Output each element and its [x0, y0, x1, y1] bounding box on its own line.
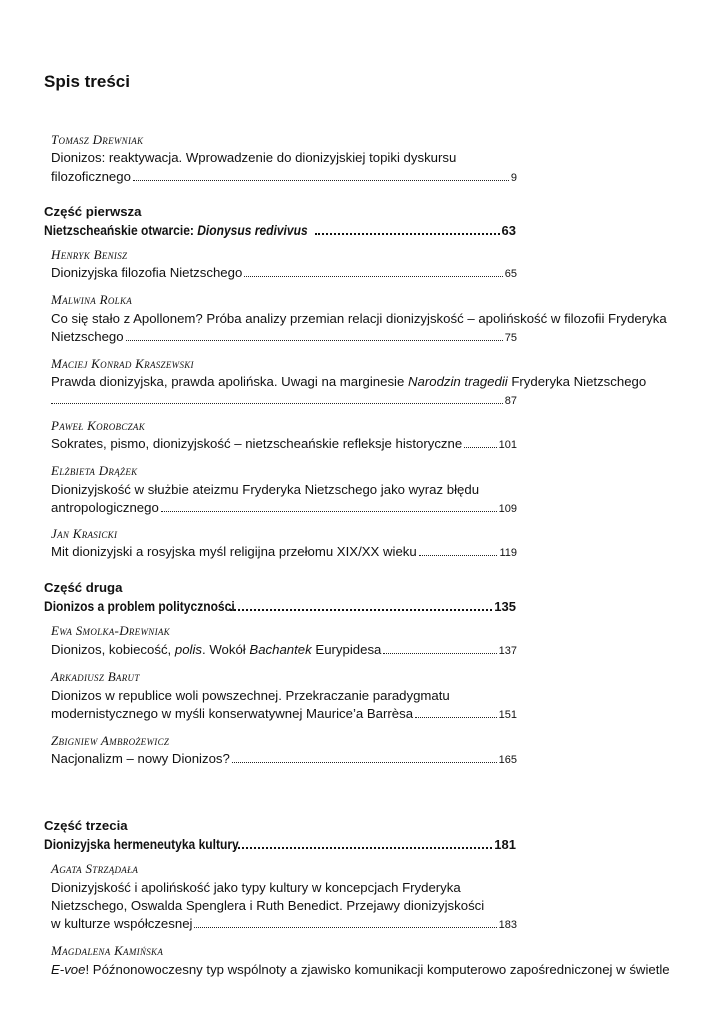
entry-title-line: Nacjonalizm – nowy Dionizos? — [51, 751, 230, 766]
page-title: Spis treści — [44, 72, 130, 91]
part-title-text: Dionizyjska hermeneutyka kultury — [44, 836, 239, 852]
author-name: Paweł Korobczak — [51, 418, 146, 433]
author-name: Jan Krasicki — [51, 526, 118, 541]
page-number: 183 — [498, 919, 517, 931]
dot-leader — [234, 835, 492, 849]
page-number: 101 — [498, 439, 517, 451]
entry-title-line: Dionizyjskość w służbie ateizmu Fryderyka Nietzschego jako wyraz błędu — [51, 482, 480, 497]
entry-title-line: Sokrates, pismo, dionizyjskość – nietzscheańskie refleksje historyczne — [51, 436, 463, 451]
entry-title-line: Co się stało z Apollonem? Próba analizy przemian relacji dionizyjskość – apolińskość w filozofii Fryderyka — [51, 311, 667, 326]
entry-title-line: antropologicznego — [51, 500, 159, 515]
toc-entry-line[interactable] — [51, 705, 517, 723]
page-number: 75 — [504, 332, 517, 344]
entry-title-line: Prawda dionizyjska, prawda apolińska. Uwagi na marginesie Narodzin tragedii Fryderyka Nietzschego — [51, 374, 647, 389]
page-number: 65 — [504, 268, 517, 280]
page-number: 119 — [499, 547, 517, 559]
author-name: Henryk Benisz — [51, 247, 128, 262]
toc-entry-line[interactable] — [51, 435, 517, 453]
part-title[interactable] — [44, 221, 516, 239]
toc-entry-line[interactable] — [51, 543, 517, 561]
page-number: 165 — [498, 754, 517, 766]
dot-leader — [230, 597, 493, 611]
dot-leader — [464, 435, 496, 448]
dot-leader — [126, 328, 503, 341]
entry-title-line: Nietzschego, Oswalda Spenglera i Ruth Benedict. Przejawy dionizyjskości — [51, 898, 485, 913]
entry-title-line: Dionizyjska filozofia Nietzschego — [51, 265, 243, 280]
page-number: 135 — [494, 599, 516, 614]
dot-leader — [244, 264, 502, 277]
toc-entry-line[interactable] — [51, 168, 517, 186]
page-number: 137 — [498, 645, 517, 657]
page-number: 109 — [498, 503, 517, 515]
part-label: Część pierwsza — [44, 204, 142, 219]
part-label: Część druga — [44, 580, 123, 595]
part-title-text: Nietzscheańskie otwarcie: Dionysus redivivus — [44, 222, 308, 238]
author-name: Tomasz Drewniak — [51, 132, 144, 147]
author-name: Maciej Konrad Kraszewski — [51, 356, 194, 371]
entry-title-line: Dionizos: reaktywacja. Wprowadzenie do dionizyjskiej topiki dyskursu — [51, 150, 457, 165]
dot-leader — [194, 915, 496, 928]
page-number: 151 — [498, 709, 517, 721]
author-name: Arkadiusz Barut — [51, 669, 140, 684]
part-title[interactable] — [44, 597, 516, 615]
part-title-text: Dionizos a problem polityczności — [44, 598, 235, 614]
entry-title-line: E-voe! Późnonowoczesny typ wspólnoty a zjawisko komunikacji komputerowo zapośredniczonej w świetle — [51, 962, 670, 977]
dot-leader — [315, 221, 500, 235]
toc-entry-line[interactable] — [51, 391, 517, 409]
toc-entry-line[interactable] — [51, 750, 517, 768]
part-title[interactable] — [44, 835, 516, 853]
entry-title-line: Dionizyjskość i apolińskość jako typy kultury w koncepcjach Fryderyka — [51, 880, 461, 895]
dot-leader — [415, 705, 497, 718]
author-name: Malwina Rolka — [51, 292, 133, 307]
page-number: 9 — [510, 172, 517, 184]
author-name: Magdalena Kamińska — [51, 943, 164, 958]
author-name: Zbigniew Ambrożewicz — [51, 733, 170, 748]
entry-title-line: Mit dionizyjski a rosyjska myśl religijna przełomu XIX/XX wieku — [51, 544, 417, 559]
dot-leader — [133, 168, 509, 181]
toc-entry-line[interactable] — [51, 328, 517, 346]
toc-entry-line[interactable] — [51, 499, 517, 517]
entry-title-line: filozoficznego — [51, 169, 131, 184]
page-number: 181 — [494, 837, 516, 852]
entry-title-line: Nietzschego — [51, 329, 124, 344]
toc-entry-line[interactable] — [51, 264, 517, 282]
author-name: Elżbieta Drążek — [51, 463, 138, 478]
entry-title-line: modernistycznego w myśli konserwatywnej Maurice’a Barrèsa — [51, 706, 414, 721]
dot-leader — [419, 543, 498, 556]
entry-title-line: Dionizos w republice woli powszechnej. Przekraczanie paradygmatu — [51, 688, 450, 703]
toc-entry-line[interactable] — [51, 641, 517, 659]
author-name: Ewa Smolka-Drewniak — [51, 623, 170, 638]
entry-title-line: w kulturze współczesnej — [51, 916, 193, 931]
dot-leader — [51, 391, 503, 404]
dot-leader — [232, 750, 497, 763]
part-label: Część trzecia — [44, 818, 128, 833]
page-number: 87 — [504, 395, 517, 407]
entry-title-line: Dionizos, kobiecość, polis. Wokół Bachantek Eurypidesa — [51, 642, 382, 657]
toc-entry-line[interactable] — [51, 915, 517, 933]
page-number: 63 — [501, 223, 516, 238]
dot-leader — [161, 499, 497, 512]
dot-leader — [383, 641, 496, 654]
author-name: Agata Strządała — [51, 861, 139, 876]
